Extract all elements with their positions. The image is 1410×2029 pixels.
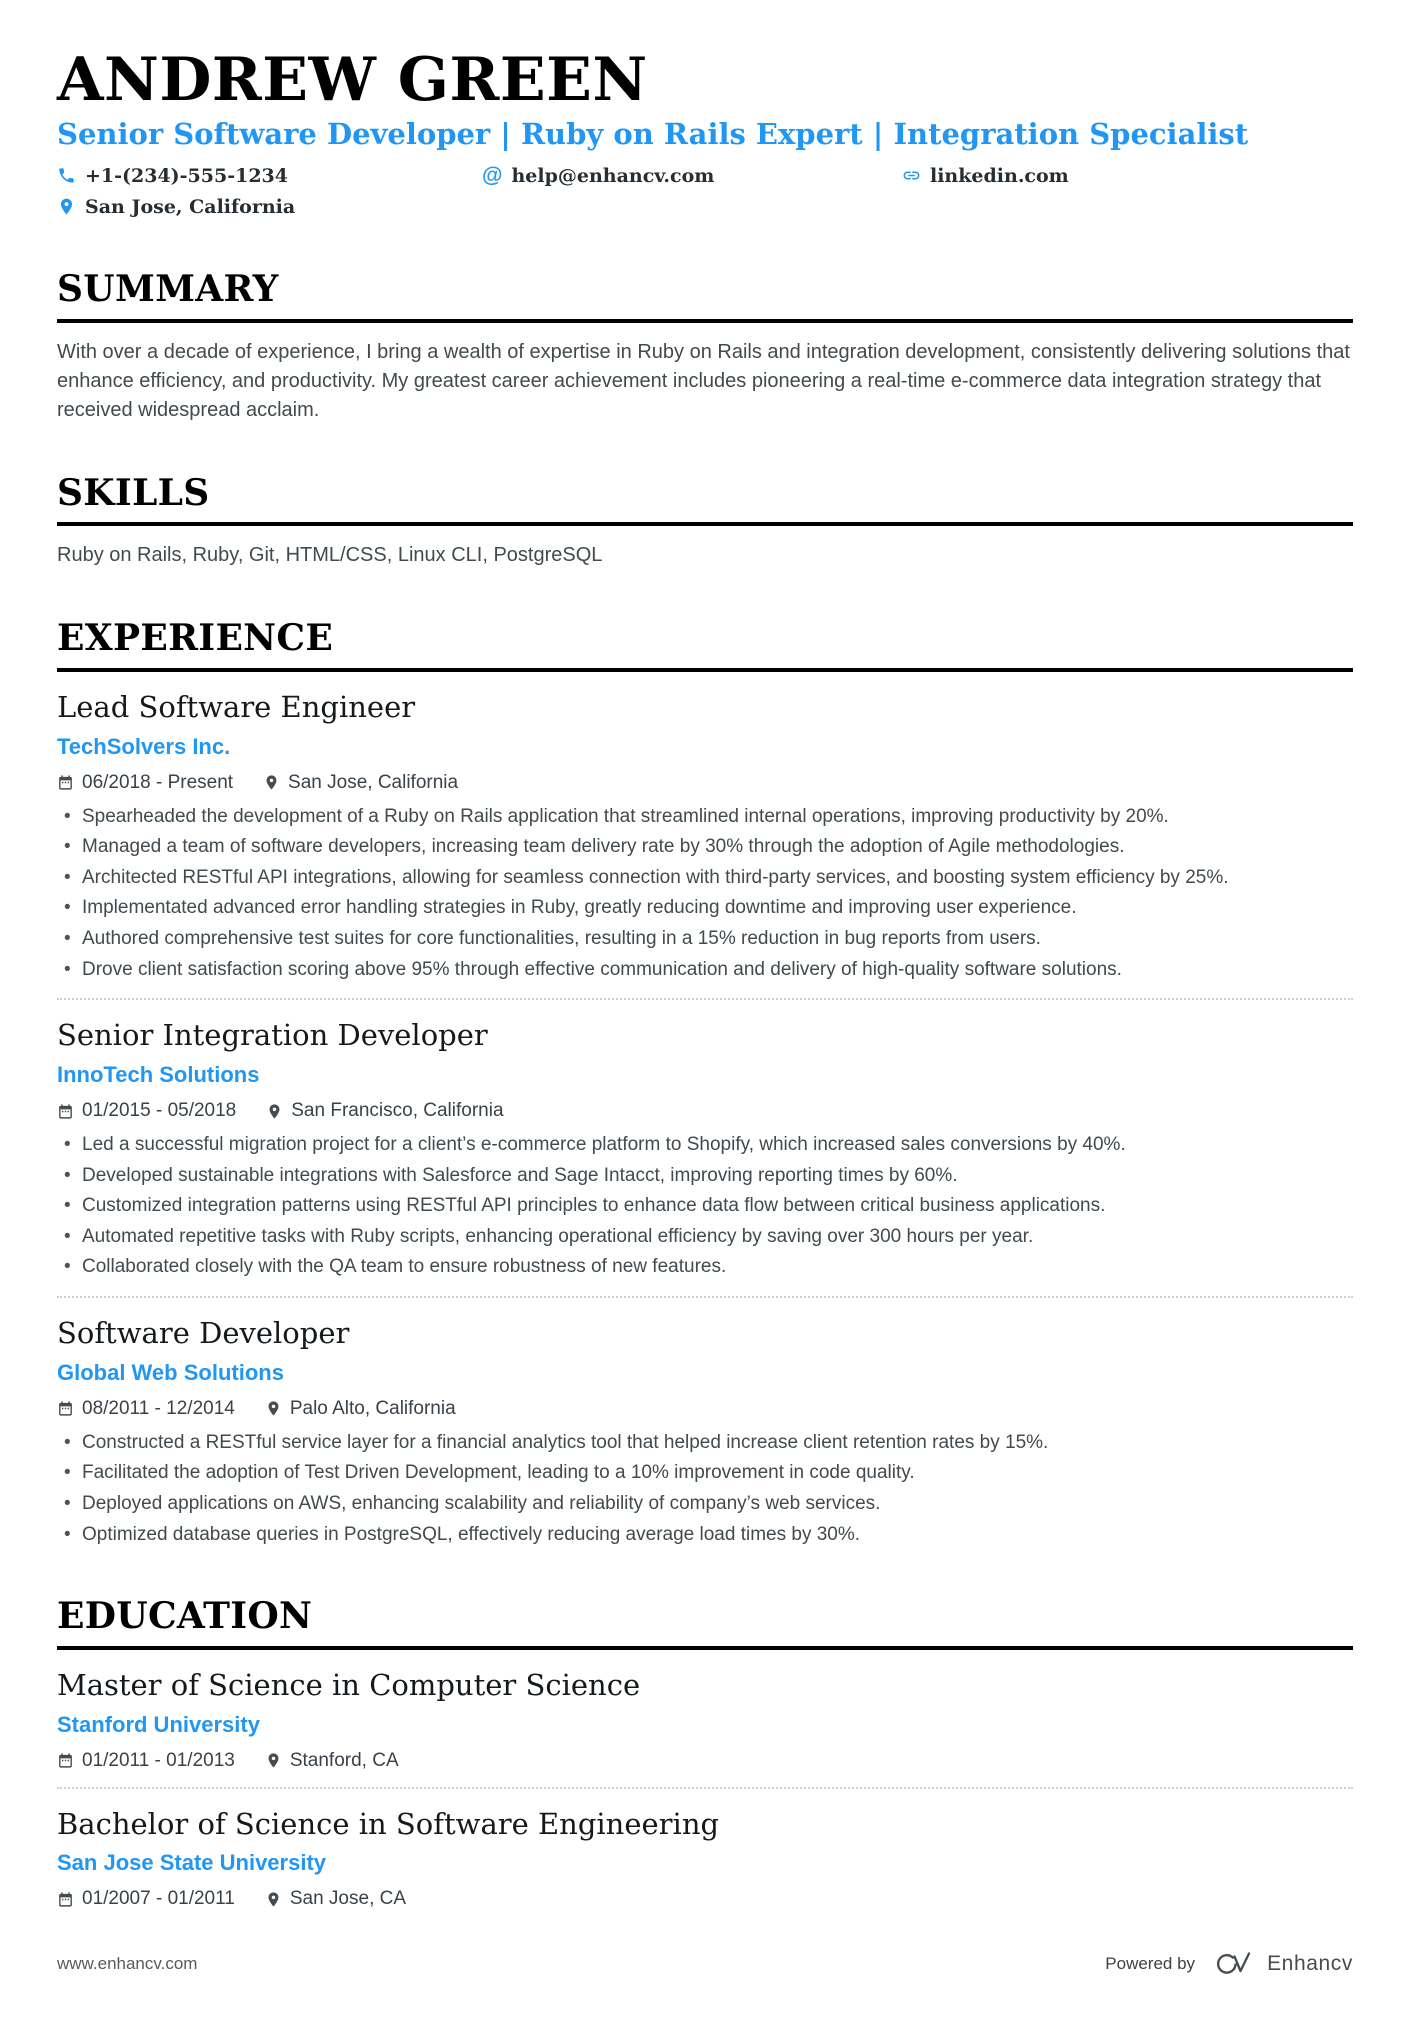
job-location xyxy=(266,1100,503,1122)
location-text: San Jose, California xyxy=(85,195,296,218)
entry-separator xyxy=(57,1787,1353,1789)
powered-by-label: Powered by xyxy=(1105,1953,1196,1973)
job-dates xyxy=(57,1398,235,1420)
person-name: ANDREW GREEN xyxy=(57,45,648,115)
location-pin-icon xyxy=(265,1891,282,1908)
company-name: Global Web Solutions xyxy=(57,1359,284,1385)
calendar-icon xyxy=(57,1891,74,1908)
calendar-icon xyxy=(57,1752,74,1769)
school-name: Stanford University xyxy=(57,1711,260,1737)
headline: Senior Software Developer | Ruby on Rails Expert | Integration Specialist xyxy=(57,116,1249,151)
degree-meta xyxy=(57,1888,1353,1910)
email-address[interactable]: help@enhancv.com xyxy=(511,164,715,187)
education-entry xyxy=(57,1668,1353,1789)
bullet-item: • Spearheaded the development of a Ruby on Rails application that streamlined internal operations, improving productivity by 20%. xyxy=(57,804,1353,831)
bullet-item: • Implementated advanced error handling strategies in Ruby, greatly reducing downtime and improving user experience. xyxy=(57,895,1353,922)
bullet-item: • Deployed applications on AWS, enhancing scalability and reliability of company’s web services. xyxy=(57,1491,1353,1518)
bullet-item: • Optimized database queries in PostgreSQL, effectively reducing average load times by 30%. xyxy=(57,1522,1353,1549)
degree-meta xyxy=(57,1750,1353,1772)
job-location-text: Palo Alto, California xyxy=(289,1397,456,1419)
location-pin-icon xyxy=(265,1752,282,1769)
bullet-item: • Architected RESTful API integrations, allowing for seamless connection with third-party services, and boosting system efficiency by 25%. xyxy=(57,865,1353,892)
company-name: InnoTech Solutions xyxy=(57,1062,260,1088)
job-dates-text: 08/2011 - 12/2014 xyxy=(82,1397,235,1419)
experience-list xyxy=(57,690,1353,1548)
experience-entry xyxy=(57,690,1353,1000)
job-title: Senior Integration Developer xyxy=(57,1018,488,1053)
job-dates xyxy=(57,772,233,794)
at-icon: @ xyxy=(482,164,503,188)
education-heading: EDUCATION xyxy=(57,1597,1353,1650)
experience-section xyxy=(57,619,1353,1548)
job-location-text: San Jose, California xyxy=(288,771,459,793)
job-location xyxy=(265,1398,456,1420)
contact-block xyxy=(57,165,1353,222)
job-dates xyxy=(57,1100,236,1122)
calendar-icon xyxy=(57,1103,74,1120)
education-section xyxy=(57,1597,1353,1910)
company-name: TechSolvers Inc. xyxy=(57,733,231,759)
enhancv-wordmark: Enhancv xyxy=(1267,1951,1353,1975)
job-bullets xyxy=(57,804,1353,984)
phone-icon xyxy=(57,166,76,185)
link-icon xyxy=(902,166,921,185)
degree-location-text: San Jose, CA xyxy=(289,1888,407,1910)
summary-text: With over a decade of experience, I bring a wealth of expertise in Ruby on Rails and integration development, consistently delivering solutions that enhance efficiency, and productivity. My greatest career achievement includes pioneering a real-time e-commerce data integration strategy that received widespread acclaim. xyxy=(57,340,1350,421)
degree-title: Bachelor of Science in Software Engineering xyxy=(57,1806,720,1841)
email-contact[interactable] xyxy=(482,165,902,187)
skills-section xyxy=(57,471,1353,571)
experience-entry xyxy=(57,1018,1353,1298)
location-contact xyxy=(57,196,295,218)
degree-dates xyxy=(57,1888,235,1910)
degree-location xyxy=(265,1750,399,1772)
bullet-item: • Managed a team of software developers, increasing team delivery rate by 30% through the adoption of Agile methodologies. xyxy=(57,834,1353,861)
job-meta xyxy=(57,1100,1353,1122)
degree-dates-text: 01/2011 - 01/2013 xyxy=(82,1749,235,1771)
bullet-item: • Customized integration patterns using RESTful API principles to enhance data flow between critical business applications. xyxy=(57,1193,1353,1220)
link-contact[interactable] xyxy=(902,165,1353,187)
degree-dates xyxy=(57,1750,235,1772)
degree-title: Master of Science in Computer Science xyxy=(57,1667,641,1702)
bullet-item: • Developed sustainable integrations with Salesforce and Sage Intacct, improving reporting times by 60%. xyxy=(57,1163,1353,1190)
job-dates-text: 06/2018 - Present xyxy=(82,771,234,793)
powered-by-block xyxy=(1105,1950,1353,1977)
degree-location xyxy=(265,1888,406,1910)
resume-header xyxy=(57,45,1353,221)
calendar-icon xyxy=(57,774,74,791)
experience-entry xyxy=(57,1316,1353,1548)
job-dates-text: 01/2015 - 05/2018 xyxy=(82,1100,237,1122)
job-title: Lead Software Engineer xyxy=(57,689,416,724)
location-pin-icon xyxy=(266,1103,283,1120)
bullet-item: • Constructed a RESTful service layer for a financial analytics tool that helped increase client retention rates by 15%. xyxy=(57,1430,1353,1457)
education-entry xyxy=(57,1807,1353,1911)
entry-separator xyxy=(57,998,1353,1000)
job-meta xyxy=(57,772,1353,794)
enhancv-logo-icon xyxy=(1208,1950,1254,1977)
job-title: Software Developer xyxy=(57,1316,350,1350)
phone-number: +1-(234)-555-1234 xyxy=(85,164,288,187)
school-name: San Jose State University xyxy=(57,1850,327,1876)
education-list xyxy=(57,1668,1353,1911)
linkedin-url[interactable]: linkedin.com xyxy=(930,164,1069,187)
summary-section xyxy=(57,270,1353,425)
degree-location-text: Stanford, CA xyxy=(289,1749,399,1771)
job-location-text: San Francisco, California xyxy=(291,1100,504,1122)
location-pin-icon xyxy=(265,1400,282,1417)
bullet-item: • Led a successful migration project for a client’s e-commerce platform to Shopify, which increased sales conversions by 40%. xyxy=(57,1132,1353,1159)
job-meta xyxy=(57,1398,1353,1420)
bullet-item: • Authored comprehensive test suites for core functionalities, resulting in a 15% reduction in bug reports from users. xyxy=(57,926,1353,953)
skills-heading: SKILLS xyxy=(57,474,1353,527)
page-footer xyxy=(0,1950,1410,1977)
location-pin-icon xyxy=(263,774,280,791)
bullet-item: • Automated repetitive tasks with Ruby scripts, enhancing operational efficiency by saving over 300 hours per year. xyxy=(57,1224,1353,1251)
location-pin-icon xyxy=(57,197,76,216)
job-location xyxy=(263,772,458,794)
footer-website-link[interactable]: www.enhancv.com xyxy=(57,1953,198,1973)
calendar-icon xyxy=(57,1400,74,1417)
bullet-item: • Facilitated the adoption of Test Driven Development, leading to a 10% improvement in code quality. xyxy=(57,1460,1353,1487)
degree-dates-text: 01/2007 - 01/2011 xyxy=(82,1888,235,1910)
bullet-item: • Drove client satisfaction scoring above 95% through effective communication and delivery of high-quality software solutions. xyxy=(57,957,1353,984)
summary-heading: SUMMARY xyxy=(57,270,1353,323)
job-bullets xyxy=(57,1132,1353,1281)
job-bullets xyxy=(57,1430,1353,1548)
bullet-item: • Collaborated closely with the QA team to ensure robustness of new features. xyxy=(57,1254,1353,1281)
entry-separator xyxy=(57,1296,1353,1298)
skills-text: Ruby on Rails, Ruby, Git, HTML/CSS, Linux CLI, PostgreSQL xyxy=(57,544,603,567)
phone-contact xyxy=(57,165,482,187)
experience-heading: EXPERIENCE xyxy=(57,619,1353,672)
